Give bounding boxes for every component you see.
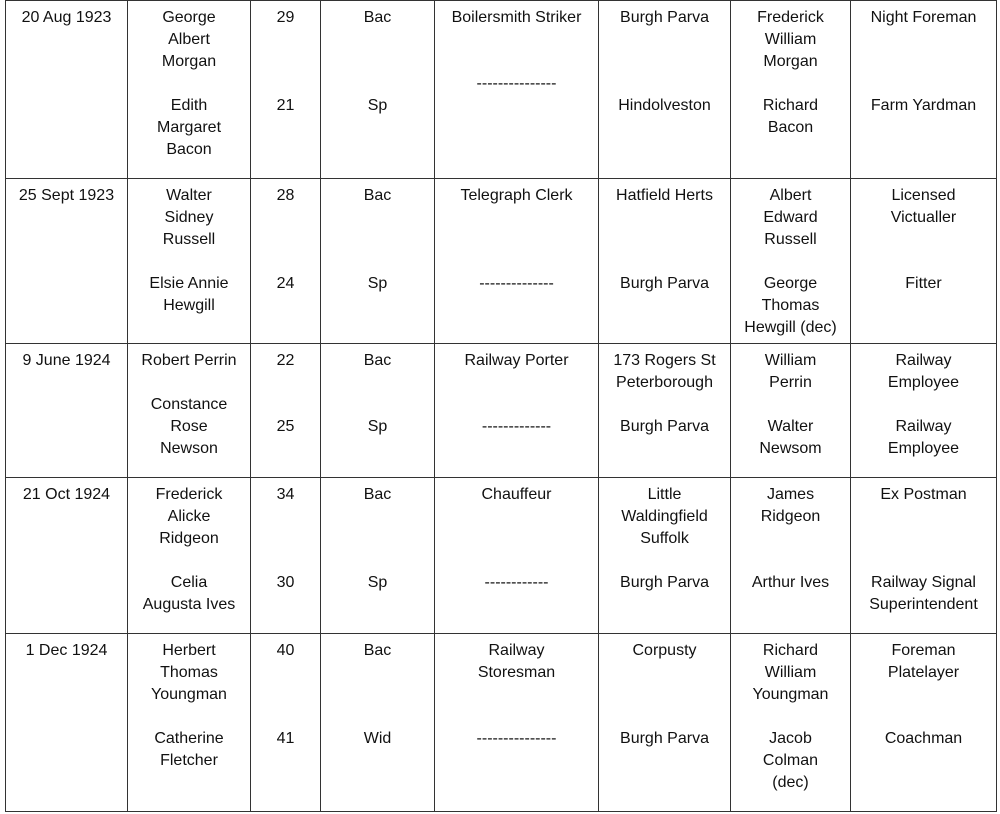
occupation-cell [435,179,599,344]
cell-line: Platelayer [887,664,960,681]
condition-cell [321,344,435,478]
cell-line: 9 June 1924 [22,352,111,369]
table-row [6,1,997,179]
cell-line: Bacon [767,119,814,136]
cell-line [603,229,726,251]
cell-line: Perrin [769,374,812,391]
cell-line [439,706,594,728]
residence-cell [599,1,731,179]
cell-line: William [764,352,817,369]
occupation-cell [435,1,599,179]
cell-line [255,528,316,550]
cell-line: Peterborough [616,374,713,391]
cell-line: 21 Oct 1924 [22,486,111,503]
cell-line: Railway [895,352,952,369]
cell-line: Hewgill (dec) [744,319,837,336]
cell-line: Richard [762,642,819,659]
cell-line: Suffolk [640,530,689,547]
cell-line [735,251,846,273]
cell-line [855,394,992,416]
father-occupation-cell [851,179,997,344]
cell-line: 1 Dec 1924 [25,642,108,659]
cell-line: Sp [367,97,388,114]
residence-cell [599,478,731,634]
cell-line [603,29,726,51]
cell-line [255,662,316,684]
age-cell [251,179,321,344]
cell-line [603,207,726,229]
cell-line [603,550,726,572]
condition-cell [321,1,435,179]
cell-line: Albert [168,31,210,48]
cell-line [855,550,992,572]
cell-line [132,706,246,728]
father-name-cell [731,344,851,478]
occupation-cell [435,478,599,634]
cell-line: Celia [170,574,208,591]
date-cell [6,1,128,179]
cell-line [325,73,430,95]
cell-line: Hindolveston [618,97,711,114]
cell-line: Albert [769,187,812,204]
father-name-cell [731,179,851,344]
cell-line: Hatfield Herts [616,187,713,204]
father-occupation-cell [851,478,997,634]
cell-line [603,51,726,73]
cell-line: 20 Aug 1923 [21,9,112,26]
residence-cell [599,634,731,812]
name-cell [128,344,251,478]
cell-line [735,394,846,416]
cell-line [325,372,430,394]
cell-line: Bac [363,642,392,659]
table-row [6,478,997,634]
cell-line [325,528,430,550]
cell-line: Frederick [757,9,824,26]
cell-line: Burgh Parva [620,418,709,435]
cell-line [439,394,594,416]
cell-line: Constance [150,396,228,413]
cell-line: Storesman [477,664,556,681]
name-cell [128,478,251,634]
cell-line: Robert Perrin [141,352,237,369]
cell-line: Walter [166,187,212,204]
father-occupation-cell [851,1,997,179]
father-name-cell [731,478,851,634]
cell-line [439,251,594,273]
cell-line [255,207,316,229]
cell-line: Burgh Parva [620,574,709,591]
date-cell [6,344,128,478]
name-cell [128,179,251,344]
cell-line: 28 [276,187,295,204]
cell-line: Morgan [763,53,818,70]
cell-line [603,394,726,416]
cell-line: Bac [363,9,392,26]
cell-line: 41 [276,730,295,747]
cell-line: ------------- [481,418,552,435]
cell-line: 25 Sept 1923 [18,187,115,204]
cell-line [439,506,594,528]
cell-line: 30 [276,574,295,591]
cell-line [855,251,992,273]
cell-line: Waldingfield [621,508,708,525]
cell-line: Rose [170,418,208,435]
cell-line: Superintendent [869,596,978,613]
cell-line [255,684,316,706]
cell-line: Augusta Ives [142,596,236,613]
cell-line [255,372,316,394]
cell-line [132,550,246,572]
residence-cell [599,179,731,344]
cell-line: Boilersmith Striker [451,9,582,26]
cell-line: 40 [276,642,295,659]
cell-line: Railway Porter [464,352,569,369]
cell-line [735,528,846,550]
cell-line: 25 [276,418,295,435]
cell-line: Railway [895,418,952,435]
table-row [6,344,997,478]
cell-line [325,684,430,706]
cell-line [855,528,992,550]
cell-line [132,372,246,394]
table-row [6,634,997,812]
cell-line: Foreman [891,642,956,659]
name-cell [128,1,251,179]
cell-line: Employee [887,374,960,391]
cell-line [735,73,846,95]
cell-line: Colman [762,752,819,769]
cell-line [439,528,594,550]
cell-line [255,29,316,51]
cell-line: Hewgill [163,297,215,314]
cell-line [325,51,430,73]
cell-line [255,229,316,251]
cell-line [855,29,992,51]
cell-line [255,51,316,73]
cell-line [325,251,430,273]
cell-line [855,506,992,528]
cell-line [325,29,430,51]
cell-line: Farm Yardman [870,97,977,114]
cell-line [855,229,992,251]
cell-line [255,706,316,728]
cell-line: Railway Signal [871,574,976,591]
cell-line: Arthur Ives [751,574,830,591]
cell-line [855,73,992,95]
cell-line [439,207,594,229]
cell-line: James [766,486,815,503]
condition-cell [321,478,435,634]
cell-line [603,706,726,728]
cell-line [603,684,726,706]
cell-line: --------------- [476,75,557,92]
cell-line: Catherine [154,730,224,747]
cell-line: Bac [363,352,392,369]
cell-line [439,684,594,706]
father-occupation-cell [851,344,997,478]
cell-line: Chauffeur [481,486,552,503]
cell-line [132,251,246,273]
cell-line [439,550,594,572]
cell-line [325,229,430,251]
cell-line: Frederick [155,486,223,503]
cell-line: (dec) [772,774,809,791]
cell-line [439,229,594,251]
cell-line [439,29,594,51]
father-occupation-cell [851,634,997,812]
cell-line [735,550,846,572]
cell-line: Jacob [769,730,812,747]
cell-line [855,684,992,706]
cell-line: Margaret [156,119,222,136]
date-cell [6,179,128,344]
cell-line [255,550,316,572]
cell-line [255,506,316,528]
cell-line [255,73,316,95]
cell-line: Employee [887,440,960,457]
cell-line: Burgh Parva [620,275,709,292]
cell-line: Bac [363,187,392,204]
cell-line [255,251,316,273]
cell-line: Burgh Parva [620,730,709,747]
cell-line: Telegraph Clerk [460,187,573,204]
cell-line: Sp [367,574,388,591]
cell-line: Newson [160,440,218,457]
cell-line [603,251,726,273]
age-cell [251,344,321,478]
cell-line: Bac [363,486,392,503]
age-cell [251,1,321,179]
cell-line [603,662,726,684]
cell-line: Coachman [884,730,963,747]
cell-line [325,207,430,229]
cell-line [855,706,992,728]
cell-line [325,662,430,684]
cell-line: Walter [767,418,814,435]
cell-line: Morgan [161,53,217,70]
cell-line: 21 [276,97,295,114]
cell-line: Elsie Annie [149,275,229,292]
cell-line [255,394,316,416]
cell-line: Youngman [151,686,227,703]
cell-line [325,550,430,572]
cell-line: William [764,664,817,681]
cell-line [439,372,594,394]
cell-line: 34 [276,486,295,503]
cell-line: Ridgeon [159,530,219,547]
cell-line [325,706,430,728]
cell-line: George [162,9,216,26]
father-name-cell [731,1,851,179]
cell-line: George [763,275,818,292]
cell-line: Victualler [890,209,957,226]
cell-line: Corpusty [632,642,697,659]
cell-line: Sp [367,275,388,292]
cell-line: Little [647,486,682,503]
cell-line [603,73,726,95]
occupation-cell [435,344,599,478]
cell-line: Wid [363,730,392,747]
cell-line: -------------- [479,275,554,292]
cell-line [439,51,594,73]
cell-line: Fitter [905,275,942,292]
date-cell [6,478,128,634]
marriage-register-table [5,0,997,812]
cell-line: Sp [367,418,388,435]
cell-line: William [764,31,817,48]
condition-cell [321,179,435,344]
age-cell [251,634,321,812]
cell-line: Thomas [160,664,218,681]
cell-line: Russell [162,231,216,248]
cell-line: Edward [763,209,818,226]
cell-line: Russell [764,231,817,248]
cell-line: Richard [762,97,819,114]
cell-line: Ex Postman [880,486,967,503]
table-row [6,179,997,344]
cell-line: Night Foreman [870,9,977,26]
cell-line: Bacon [166,141,212,158]
condition-cell [321,634,435,812]
occupation-cell [435,634,599,812]
cell-line [735,706,846,728]
cell-line: Burgh Parva [620,9,709,26]
cell-line: Ridgeon [760,508,821,525]
cell-line [325,506,430,528]
register-body [6,1,997,812]
residence-cell [599,344,731,478]
date-cell [6,634,128,812]
cell-line: 22 [276,352,295,369]
cell-line: Fletcher [160,752,218,769]
name-cell [128,634,251,812]
cell-line [325,394,430,416]
cell-line: --------------- [476,730,557,747]
cell-line: Railway [488,642,545,659]
cell-line: ------------ [484,574,549,591]
cell-line: Edith [170,97,208,114]
cell-line: Alicke [167,508,211,525]
cell-line: Thomas [761,297,820,314]
cell-line: Youngman [752,686,829,703]
cell-line: Herbert [162,642,216,659]
cell-line: Newsom [759,440,822,457]
cell-line [855,51,992,73]
father-name-cell [731,634,851,812]
cell-line: 29 [276,9,295,26]
cell-line: Licensed [891,187,956,204]
cell-line: 173 Rogers St [613,352,716,369]
cell-line: 24 [276,275,295,292]
cell-line: Sidney [164,209,214,226]
cell-line [132,73,246,95]
age-cell [251,478,321,634]
